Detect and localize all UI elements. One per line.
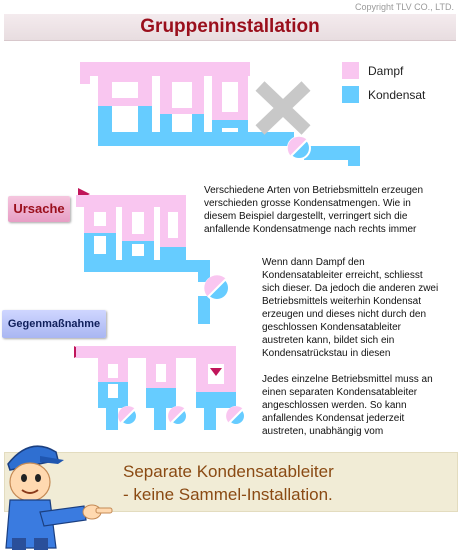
- cause-unit-2: [122, 207, 154, 263]
- equipment-unit-3: [212, 76, 248, 134]
- banner-line-1: Separate Kondensatableiter: [123, 462, 334, 481]
- text-line: Jedes einzelne Betriebsmittel muss an: [262, 374, 433, 385]
- cause-paragraph: [204, 184, 454, 236]
- steam-trap-icon: [226, 406, 245, 425]
- steam-trap-icon: [118, 406, 137, 425]
- text-line: diesem Beispiel dargestellt, verringert sich die: [204, 211, 408, 222]
- legend-condensate-label: Kondensat: [368, 88, 426, 102]
- effect-paragraph: [262, 256, 458, 360]
- text-line: austreten kann, bildet sich ein: [262, 335, 395, 346]
- legend-steam-swatch: [342, 62, 359, 79]
- text-line: einen separaten Kondensatableiter: [262, 387, 418, 398]
- text-line: anfallende Kondensatmenge nach rechts immer: [204, 224, 417, 235]
- equipment-unit-1: [98, 76, 152, 134]
- text-line: Kondensatrückstau in diesen: [262, 348, 391, 359]
- text-line: Betriebsmittels weiterhin Kondensat: [262, 296, 421, 307]
- text-line: anfallendes Kondensat jederzeit: [262, 413, 405, 424]
- diagram-group-installation: [80, 62, 360, 166]
- steam-trap-icon: [288, 137, 310, 159]
- diagram-countermeasure: [74, 346, 245, 430]
- cross-icon: [260, 86, 306, 130]
- steam-trap-icon: [204, 275, 229, 300]
- text-line: Kondensatableiter erreicht, schliesst: [262, 270, 423, 281]
- text-line: sich dieser. Da jedoch die anderen zwei: [262, 283, 439, 294]
- text-line: Verschiedene Arten von Betriebsmitteln erzeugen: [204, 185, 424, 196]
- measure-unit-2: [146, 358, 176, 408]
- worker-mascot: [0, 430, 120, 550]
- text-line: erzeugen und dieses nicht durch den: [262, 309, 427, 320]
- solution-paragraph: [262, 373, 458, 438]
- steam-header-inlet: [80, 62, 90, 84]
- text-line: geschlossen Kondensatableiter: [262, 322, 401, 333]
- equipment-unit-2: [160, 76, 204, 134]
- legend-condensate-swatch: [342, 86, 359, 103]
- banner-line-2: - keine Sammel-Installation.: [123, 485, 333, 504]
- text-line: austreten, unabhängig vom: [262, 426, 384, 437]
- steam-header-pipe: [80, 62, 250, 76]
- page-title: Gruppeninstallation: [140, 16, 320, 37]
- text-line: angeschlossen werden. So kann: [262, 400, 407, 411]
- copyright-notice: Copyright TLV CO., LTD.: [354, 2, 454, 12]
- measure-unit-1: [98, 358, 128, 408]
- measure-unit-3: [196, 358, 236, 408]
- steam-trap-icon: [168, 406, 187, 425]
- text-line: verschieden grosse Kondensatmengen. Wie in: [204, 198, 411, 209]
- cause-unit-3: [160, 207, 186, 263]
- cause-unit-1: [84, 207, 116, 263]
- text-line: Wenn dann Dampf den: [262, 257, 365, 268]
- cause-button[interactable]: Ursache: [8, 196, 70, 222]
- countermeasure-button[interactable]: Gegenmaßnahme: [2, 310, 106, 338]
- legend-steam-label: Dampf: [368, 64, 404, 78]
